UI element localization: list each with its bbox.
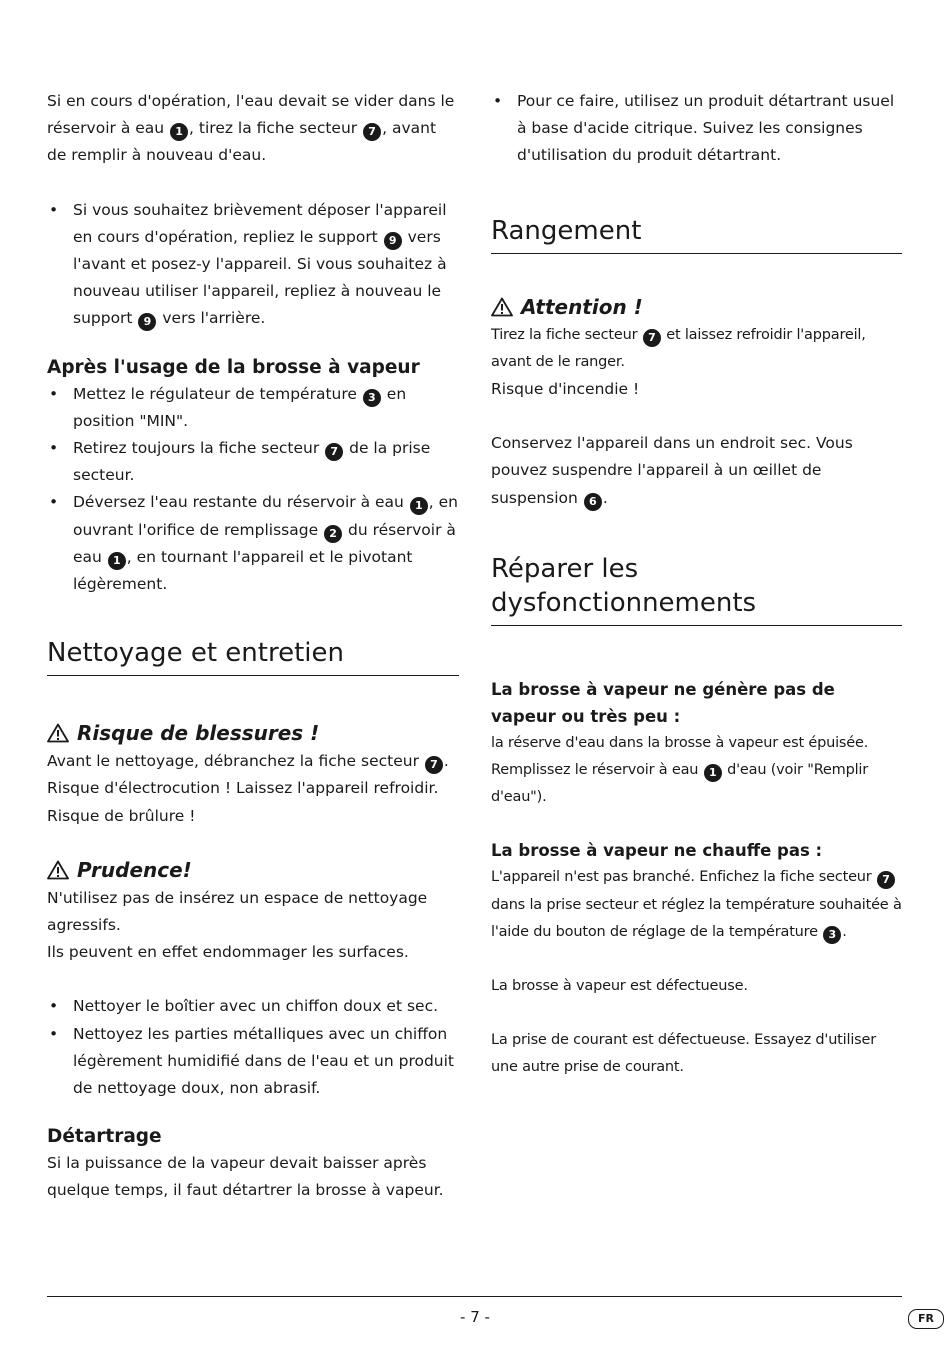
left-column bbox=[47, 88, 459, 1205]
ref-number: 7 bbox=[363, 123, 381, 141]
list-item: • Retirez toujours la fiche secteur 7 de la prise secteur. bbox=[49, 439, 431, 485]
ref-number: 3 bbox=[823, 926, 841, 944]
repair-heading: Réparer les dysfonctionnements bbox=[491, 552, 902, 626]
attention-text: Risque d'incendie ! bbox=[491, 380, 640, 399]
list-item: • Mettez le régulateur de température 3 en position "MIN". bbox=[49, 384, 407, 430]
descaling-text: Si la puissance de la vapeur devait baisser après quelque temps, il faut détartrer la brosse à vapeur. bbox=[47, 1154, 444, 1200]
ref-number: 7 bbox=[877, 871, 895, 889]
ref-number: 7 bbox=[325, 443, 343, 461]
ref-number: 3 bbox=[363, 389, 381, 407]
ref-number: 7 bbox=[425, 756, 443, 774]
caution-title: Prudence! bbox=[47, 855, 459, 885]
ref-number: 1 bbox=[410, 497, 428, 515]
warning-text: Avant le nettoyage, débranchez la fiche secteur 7 . Risque d'électrocution ! Laissez l'appareil refroidir. Risque de brûlure ! bbox=[47, 752, 449, 825]
ref-number: 2 bbox=[324, 525, 342, 543]
ref-number: 7 bbox=[643, 329, 661, 347]
page-number: - 7 - bbox=[460, 1308, 490, 1326]
cleaning-heading: Nettoyage et entretien bbox=[47, 636, 459, 676]
intro-paragraph: Si en cours d'opération, l'eau devait se vider dans le réservoir à eau 1 , tirez la fiche secteur 7 , avant de remplir à nouveau d'eau. bbox=[47, 92, 455, 165]
after-use-heading: Après l'usage de la brosse à vapeur bbox=[47, 356, 420, 378]
ref-number: 9 bbox=[138, 313, 156, 331]
list-item: • Déversez l'eau restante du réservoir à eau 1 , en ouvrant l'orifice de remplissage 2 du réservoir à eau 1 , en tournant l'appareil et le pivotant légèrement. bbox=[49, 493, 459, 594]
ref-number: 9 bbox=[384, 232, 402, 250]
problem-text: La prise de courant est défectueuse. Essayez d'utiliser une autre prise de courant. bbox=[491, 1032, 876, 1076]
list-item: • Si vous souhaitez brièvement déposer l'appareil en cours d'opération, repliez le support 9 vers l'avant et posez-y l'appareil. Si vous souhaitez à nouveau utiliser l'appareil, repliez à nouveau le support 9 vers l'arrière. bbox=[47, 197, 459, 333]
warning-triangle-icon bbox=[491, 297, 513, 317]
descale-list bbox=[491, 88, 902, 170]
problem-text: Remplissez le réservoir à eau 1 d'eau (voir "Remplir d'eau"). bbox=[491, 762, 868, 806]
warning-title: Risque de blessures ! bbox=[47, 718, 459, 748]
list-item: • Nettoyez les parties métalliques avec un chiffon légèrement humidifié dans de l'eau et un produit de nettoyage doux, non abrasif. bbox=[49, 1024, 455, 1098]
list-item: • Nettoyer le boîtier avec un chiffon doux et sec. bbox=[49, 997, 439, 1016]
problem-title: La brosse à vapeur ne génère pas de vapeur ou très peu : bbox=[491, 679, 835, 726]
storage-heading: Rangement bbox=[491, 214, 902, 254]
list-item: • Pour ce faire, utilisez un produit détartrant usuel à base d'acide citrique. Suivez les consignes d'utilisation du produit détartrant. bbox=[493, 92, 895, 165]
problem-text: L'appareil n'est pas branché. Enfichez la fiche secteur 7 dans la prise secteur et réglez la température souhaitée à l'aide du bouton de réglage de la température 3 . bbox=[491, 864, 902, 946]
warning-triangle-icon bbox=[47, 723, 69, 743]
problem-text: la réserve d'eau dans la brosse à vapeur est épuisée. bbox=[491, 734, 869, 751]
ref-number: 1 bbox=[108, 552, 126, 570]
caution-text: N'utilisez pas de insérez un espace de nettoyage agressifs. bbox=[47, 888, 428, 935]
cleaning-list bbox=[47, 993, 459, 1102]
footer-divider bbox=[47, 1296, 902, 1297]
language-badge: FR bbox=[908, 1309, 944, 1329]
ref-number: 6 bbox=[584, 493, 602, 511]
right-column bbox=[491, 88, 902, 1082]
attention-title: Attention ! bbox=[491, 292, 902, 322]
descaling-heading: Détartrage bbox=[47, 1126, 162, 1148]
attention-text: Tirez la fiche secteur 7 et laissez refroidir l'appareil, avant de le ranger. bbox=[491, 326, 866, 370]
storage-text: Conservez l'appareil dans un endroit sec. Vous pouvez suspendre l'appareil à un œillet de suspension 6 . bbox=[491, 430, 902, 512]
after-use-list bbox=[47, 381, 459, 599]
caution-text: Ils peuvent en effet endommager les surfaces. bbox=[47, 943, 409, 962]
ref-number: 1 bbox=[704, 764, 722, 782]
problem-text: La brosse à vapeur est défectueuse. bbox=[491, 978, 748, 995]
bullet-list bbox=[47, 197, 459, 333]
problem-title: La brosse à vapeur ne chauffe pas : bbox=[491, 841, 823, 861]
warning-triangle-icon bbox=[47, 860, 69, 880]
ref-number: 1 bbox=[170, 123, 188, 141]
